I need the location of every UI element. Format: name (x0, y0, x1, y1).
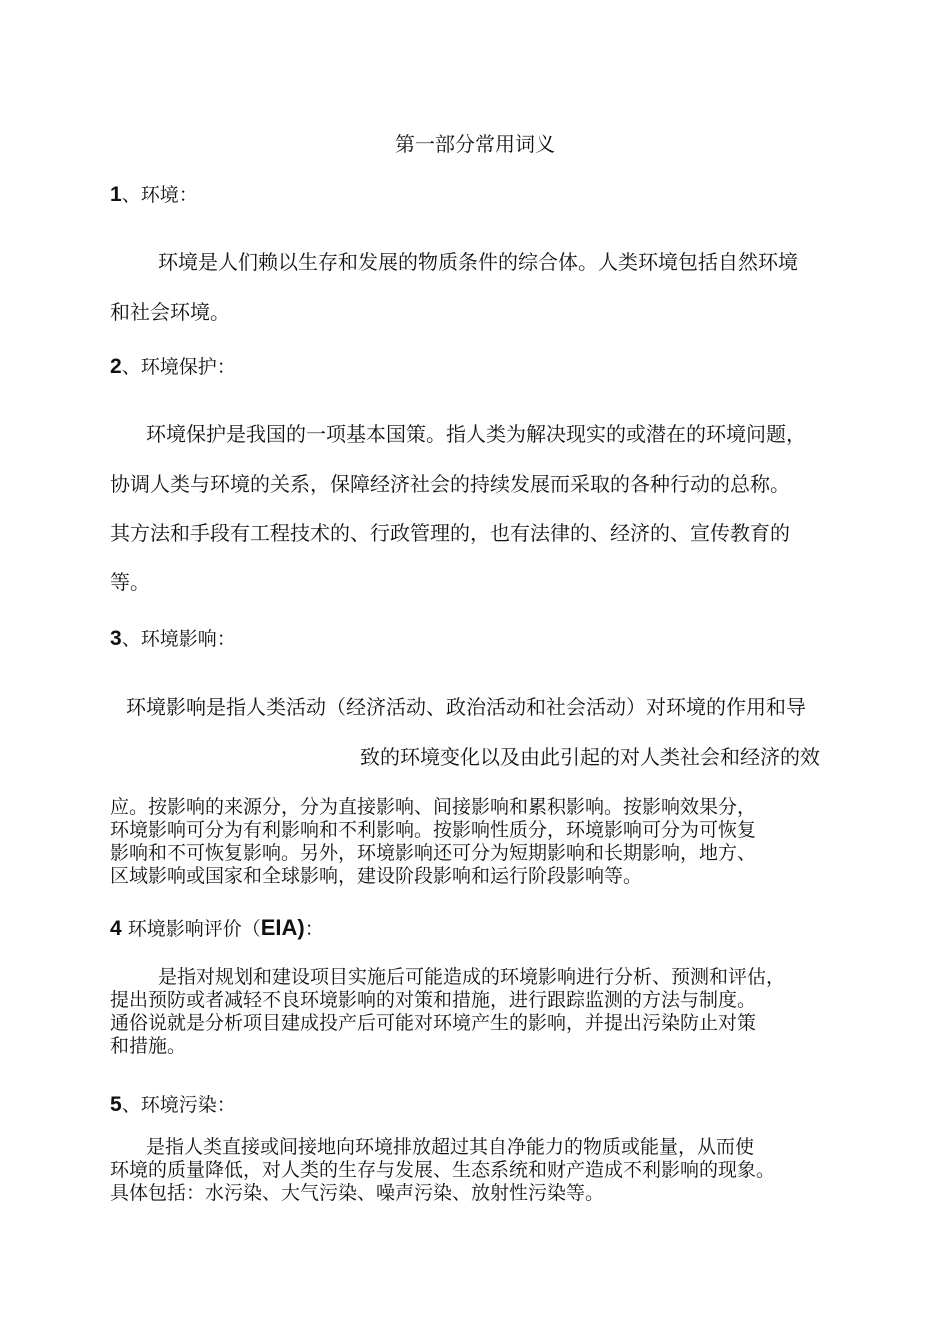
section-1-title: 、环境： (121, 184, 198, 206)
section-3-para-line-2: 环境影响可分为有利影响和不利影响。按影响性质分，环境影响可分为可恢复 (110, 819, 757, 841)
section-4-para-line-3: 通俗说就是分析项目建成投产后可能对环境产生的影响，并提出污染防止对策 (110, 1012, 757, 1034)
section-4-para-line-2: 提出预防或者减轻不良环境影响的对策和措施，进行跟踪监测的方法与制度。 (110, 989, 757, 1011)
section-5-number: 5 (110, 1093, 122, 1116)
section-4-para-line-1: 是指对规划和建设项目实施后可能造成的环境影响进行分析、预测和评估， (158, 966, 786, 988)
section-4-colon: ： (304, 918, 324, 940)
section-3-paragraph (110, 796, 855, 888)
section-1-line-1: 环境是人们赖以生存和发展的物质条件的综合体。人类环境包括自然环境 (158, 250, 798, 274)
page-title: 第一部分常用词义 (395, 132, 555, 156)
section-4-abbreviation: EIA) (260, 915, 305, 940)
section-3-para-line-4: 区域影响或国家和全球影响，建设阶段影响和运行阶段影响等。 (110, 865, 643, 887)
section-3-heading (110, 624, 236, 651)
section-5-heading (110, 1090, 236, 1117)
section-3-number: 3 (110, 627, 122, 650)
section-3-title: 、环境影响： (121, 628, 236, 650)
section-1-line-2: 和社会环境。 (110, 300, 230, 324)
section-2-title: 、环境保护： (121, 356, 236, 378)
section-2-line-1: 环境保护是我国的一项基本国策。指人类为解决现实的或潜在的环境问题， (146, 422, 806, 446)
section-4-heading (110, 914, 324, 941)
section-3-para-line-3: 影响和不可恢复影响。另外，环境影响还可分为短期影响和长期影响，地方、 (110, 842, 757, 864)
section-4-para-line-4: 和措施。 (110, 1035, 187, 1057)
section-4-title: 环境影响评价（ (127, 918, 261, 940)
section-5-paragraph (110, 1136, 855, 1205)
section-2-number: 2 (110, 355, 122, 378)
section-2-line-2: 协调人类与环境的关系，保障经济社会的持续发展而采取的各种行动的总称。 (110, 472, 790, 496)
section-3-para-line-1: 应。按影响的来源分，分为直接影响、间接影响和累积影响。按影响效果分， (110, 796, 757, 818)
section-5-para-line-1: 是指人类直接或间接地向环境排放超过其自净能力的物质或能量，从而使 (146, 1136, 755, 1158)
section-3-line-2: 致的环境变化以及由此引起的对人类社会和经济的效 (360, 745, 820, 769)
section-5-title: 、环境污染： (121, 1094, 236, 1116)
section-4-number: 4 (110, 917, 122, 940)
section-2-line-4: 等。 (110, 570, 150, 594)
section-2-heading (110, 352, 236, 379)
section-3-line-1: 环境影响是指人类活动（经济活动、政治活动和社会活动）对环境的作用和导 (126, 695, 806, 719)
section-4-paragraph (110, 966, 855, 1058)
section-5-para-line-3: 具体包括：水污染、大气污染、噪声污染、放射性污染等。 (110, 1182, 605, 1204)
section-1-number: 1 (110, 183, 122, 206)
section-1-heading (110, 180, 198, 207)
section-5-para-line-2: 环境的质量降低，对人类的生存与发展、生态系统和财产造成不利影响的现象。 (110, 1159, 776, 1181)
section-2-line-3: 其方法和手段有工程技术的、行政管理的，也有法律的、经济的、宣传教育的 (110, 521, 790, 545)
